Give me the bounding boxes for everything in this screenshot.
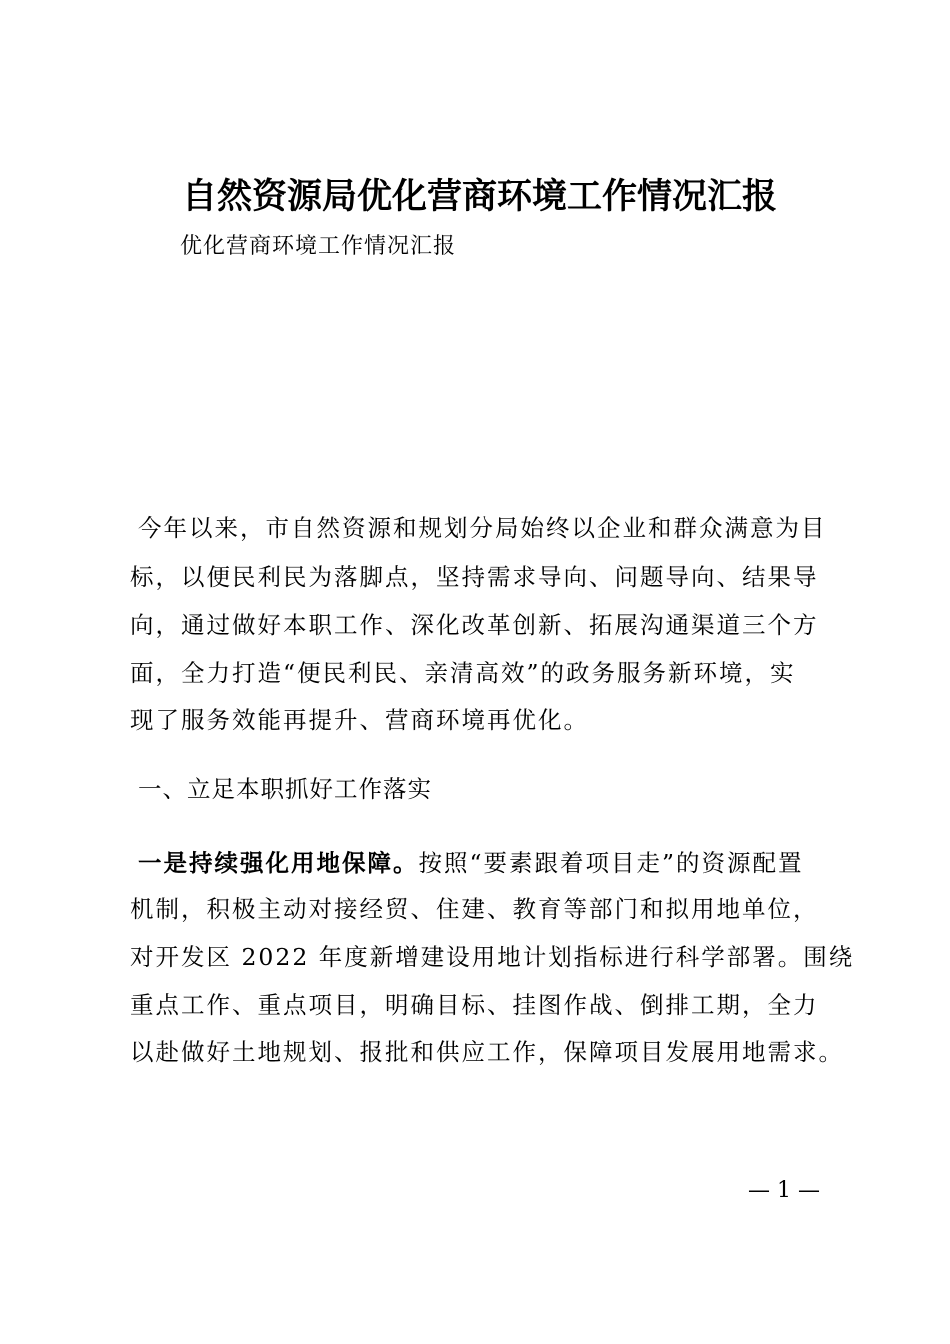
section-paragraph-line: 对开发区 2022 年度新增建设用地计划指标进行科学部署。围绕	[130, 943, 855, 971]
section-paragraph-line: 以赴做好土地规划、报批和供应工作，保障项目发展用地需求。	[130, 1038, 844, 1066]
paragraph-lead: 一是持续强化用地保障。	[138, 849, 419, 877]
section-paragraph-line: 机制，积极主动对接经贸、住建、教育等部门和拟用地单位，	[130, 895, 819, 923]
page-number: — 1 —	[748, 1178, 820, 1203]
document-subtitle: 优化营商环境工作情况汇报	[180, 234, 457, 259]
intro-line: 现了服务效能再提升、营商环境再优化。	[130, 706, 589, 734]
section-paragraph-first-line	[138, 846, 804, 880]
paragraph-text: 按照“要素跟着项目走”的资源配置	[418, 849, 804, 877]
intro-line: 今年以来，市自然资源和规划分局始终以企业和群众满意为目	[138, 514, 827, 542]
section-heading: 一、立足本职抓好工作落实	[138, 775, 432, 803]
intro-line: 向，通过做好本职工作、深化改革创新、拓展沟通渠道三个方	[130, 611, 819, 639]
document-title: 自然资源局优化营商环境工作情况汇报	[182, 176, 778, 217]
intro-line: 标，以便民利民为落脚点，坚持需求导向、问题导向、结果导	[130, 563, 819, 591]
section-paragraph-line: 重点工作、重点项目，明确目标、挂图作战、倒排工期，全力	[130, 991, 819, 1019]
intro-line: 面，全力打造“便民利民、亲清高效”的政务服务新环境，实	[130, 659, 796, 687]
